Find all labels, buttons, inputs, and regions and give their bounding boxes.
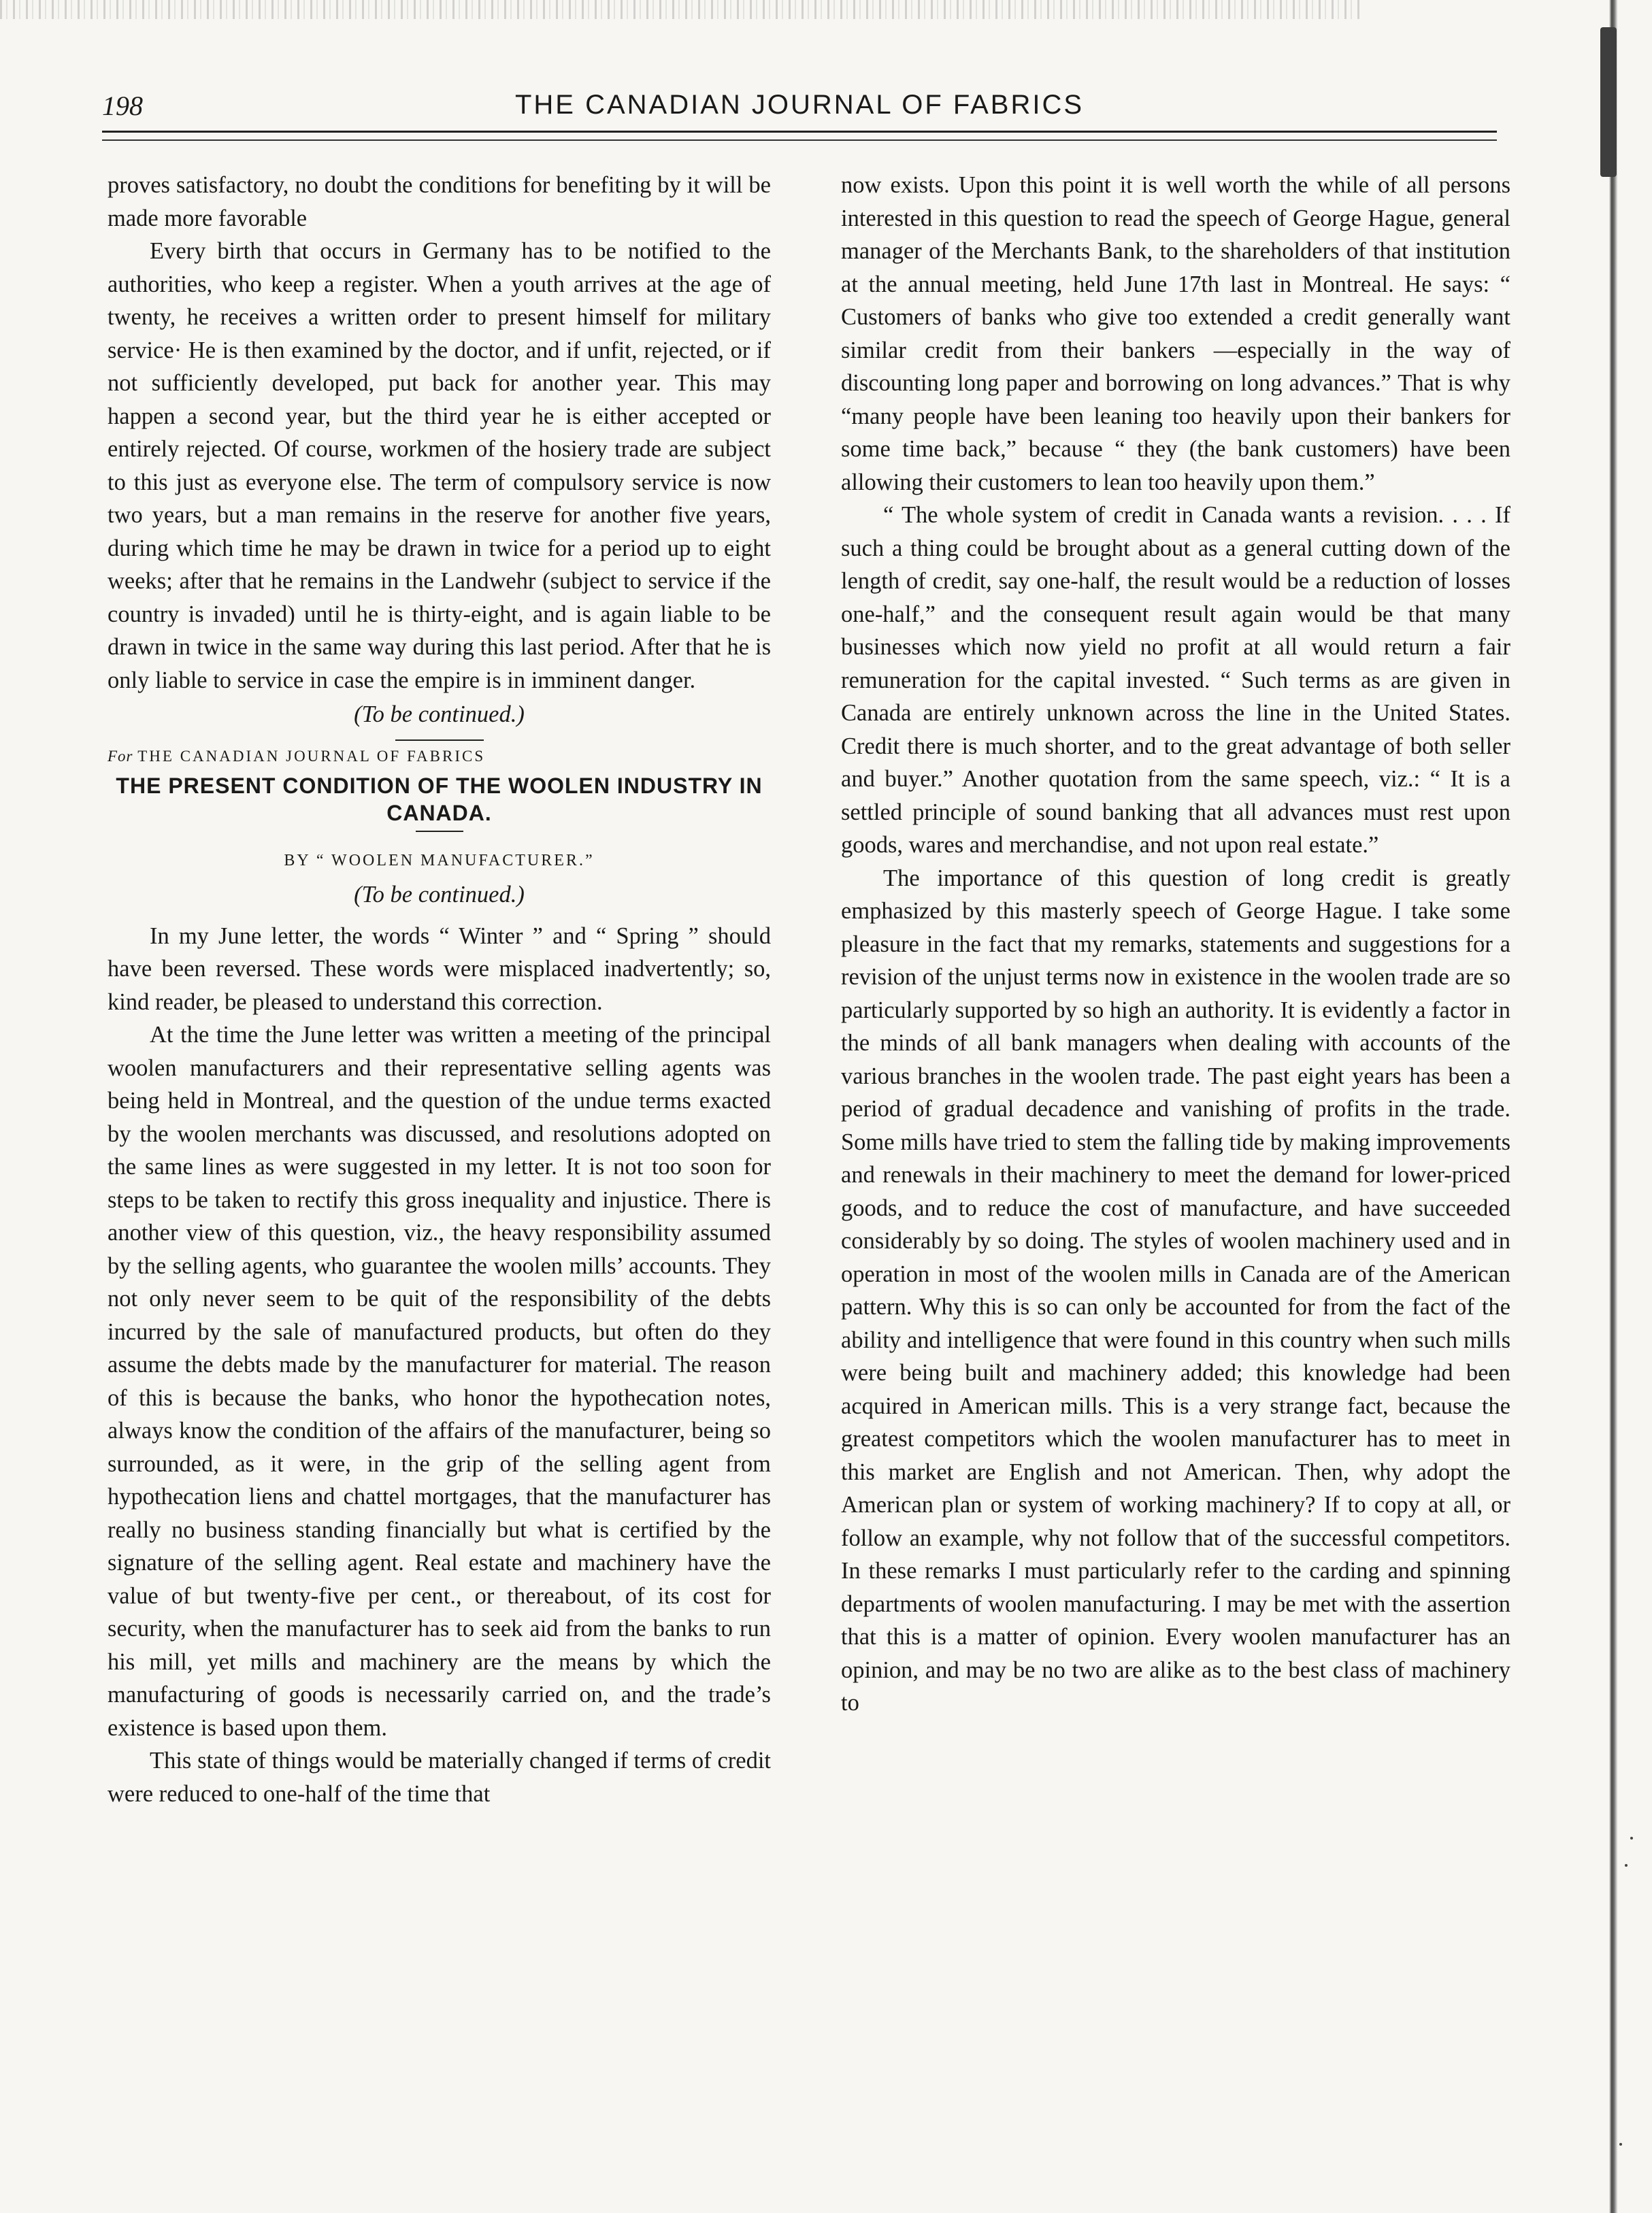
article-title: THE PRESENT CONDITION OF THE WOOLEN INDUSTRY IN CANADA.	[116, 773, 763, 825]
paragraph: now exists. Upon this point it is well worth the while of all persons interested in this question to read the speech of George Hague, general manager of the Merchants Bank, to the shareholders of that institution at the annual meeting, held June 17th last in Montreal. He says: “ Customers of banks who give too extended a credit generally want similar credit from their bankers —especially in the way of discounting long paper and borrowing on long advances.” That is why “many people have been leaning too heavily upon their bankers for some time back,” because “ they (the bank customers) have been allowing their customers to lean too heavily upon them.”	[841, 172, 1510, 495]
scan-binding-edge	[1591, 0, 1652, 2213]
journal-title: THE CANADIAN JOURNAL OF FABRICS	[514, 90, 1085, 120]
left-column	[108, 169, 771, 1810]
paragraph: proves satisfactory, no doubt the conditions for benefiting by it will be made more favorable	[108, 172, 771, 231]
scan-speck	[1625, 1864, 1628, 1867]
page-number: 198	[102, 90, 143, 121]
paragraph: The importance of this question of long credit is greatly emphasized by this masterly speech of George Hague. I take some pleasure in the fact that my remarks, statements and suggestions for a revision of the unjust terms now in existence in the woolen trade are so particularly supported by so high an authority. It is evidently a factor in the minds of all bank managers when dealing with accounts of the various branches in the woolen trade. The past eight years has been a period of gradual decadence and vanishing of profits in the trade. Some mills have tried to stem the falling tide by making improvements and renewals in their machinery to meet the demand for lower-priced goods, and to reduce the cost of manufacture, and have succeeded considerably by so doing. The styles of woolen machinery used and in operation in most of the woolen mills in Canada are of the American pattern. Why this is so can only be accounted for from the fact of the ability and intelligence that were found in this country when such mills were being built and machinery added; this knowledge had been acquired in American mills. This is a very strange fact, because the greatest competitors which the woolen manufacturer has to meet in this market are English and not American. Then, why adopt the American plan or system of working machinery? If to copy at all, or follow an example, why not follow that of the successful competitors. In these remarks I must particularly refer to the carding and spinning departments of woolen manufacturing. I may be met with the assertion that this is a matter of opinion. Every woolen manufacturer has an opinion, and may be no two are alike as to the best class of machinery to	[841, 865, 1510, 1716]
scan-speck	[1630, 1837, 1633, 1840]
to-be-continued: (To be continued.)	[354, 701, 525, 727]
to-be-continued: (To be continued.)	[354, 882, 525, 908]
page-header	[102, 87, 1497, 128]
paragraph: In my June letter, the words “ Winter ” and “ Spring ” should have been reversed. These words were misplaced inadvertently; so, kind reader, be pleased to understand this correction.	[108, 922, 771, 1015]
scan-noise-top	[0, 0, 1361, 19]
paragraph: This state of things would be materially changed if terms of credit were reduced to one-half of the time that	[108, 1748, 771, 1807]
article-kicker	[108, 746, 771, 767]
paragraph: At the time the June letter was written a meeting of the principal woolen manufacturers and their representative selling agents was being held in Montreal, and the question of the undue terms exacted by the woolen merchants was discussed, and resolutions adopted on the same lines as were suggested in my letter. It is not too soon for steps to be taken to rectify this gross inequality and injustice. There is another view of this question, viz., the heavy responsibility assumed by the selling agents, who guarantee the woolen mills’ accounts. They not only never seem to be quit of the responsibility of the debts incurred by the sale of manufactured products, but often do they assume the debts made by the manufacturer for material. The reason of this is because the banks, who honor the hypothecation notes, always know the condition of the affairs of the manufacturer, being so surrounded, as it were, in the grip of the selling agent from hypothecation liens and chattel mortgages, that the manufacturer has really no business standing financially but what is certified by the signature of the selling agent. Real estate and machinery have the value of but twenty-five per cent., or thereabout, of its cost for security, when the manufacturer has to seek aid from the banks to run his mill, yet mills and machinery are the means by which the manufacturing of goods is necessarily carried on, and the trade’s existence is based upon them.	[108, 1022, 771, 1741]
paragraph: “ The whole system of credit in Canada wants a revision. . . . If such a thing could be brought about as a general cutting down of the length of credit, say one-half, the result would be a reduction of losses one-half,” and the consequent result again would be that many businesses which now yield no profit at all would return a fair remuneration for the capital invested. “ Such terms as are given in Canada are entirely unknown across the line in the United States. Credit there is much shorter, and to the great advantage of both seller and buyer.” Another quotation from the same speech, viz.: “ It is a settled principle of sound banking that all advances must rest upon goods, wares and merchandise, and not upon real estate.”	[841, 502, 1510, 858]
article-byline: BY “ WOOLEN MANUFACTURER.”	[284, 851, 595, 869]
scan-speck	[1619, 2143, 1622, 2146]
right-column	[841, 169, 1510, 1720]
kicker-prefix: For	[108, 747, 138, 765]
kicker-source: THE CANADIAN JOURNAL OF FABRICS	[137, 747, 486, 765]
title-divider	[416, 831, 463, 832]
header-rule	[102, 131, 1497, 141]
paragraph: Every birth that occurs in Germany has to be notified to the authorities, who keep a register. When a youth arrives at the age of twenty, he receives a written order to present himself for military service· He is then examined by the doctor, and if unfit, rejected, or if not sufficiently developed, put back for another year. This may happen a second year, but the third year he is either accepted or entirely rejected. Of course, workmen of the hosiery trade are subject to this just as everyone else. The term of compulsory service is now two years, but a man remains in the reserve for another five years, during which time he may be drawn in twice for a period up to eight weeks; after that he remains in the Landwehr (subject to service if the country is invaded) until he is thirty-eight, and is again liable to be drawn in twice in the same way during this last period. After that he is only liable to service in case the empire is in imminent danger.	[108, 238, 771, 693]
section-divider	[395, 739, 484, 741]
